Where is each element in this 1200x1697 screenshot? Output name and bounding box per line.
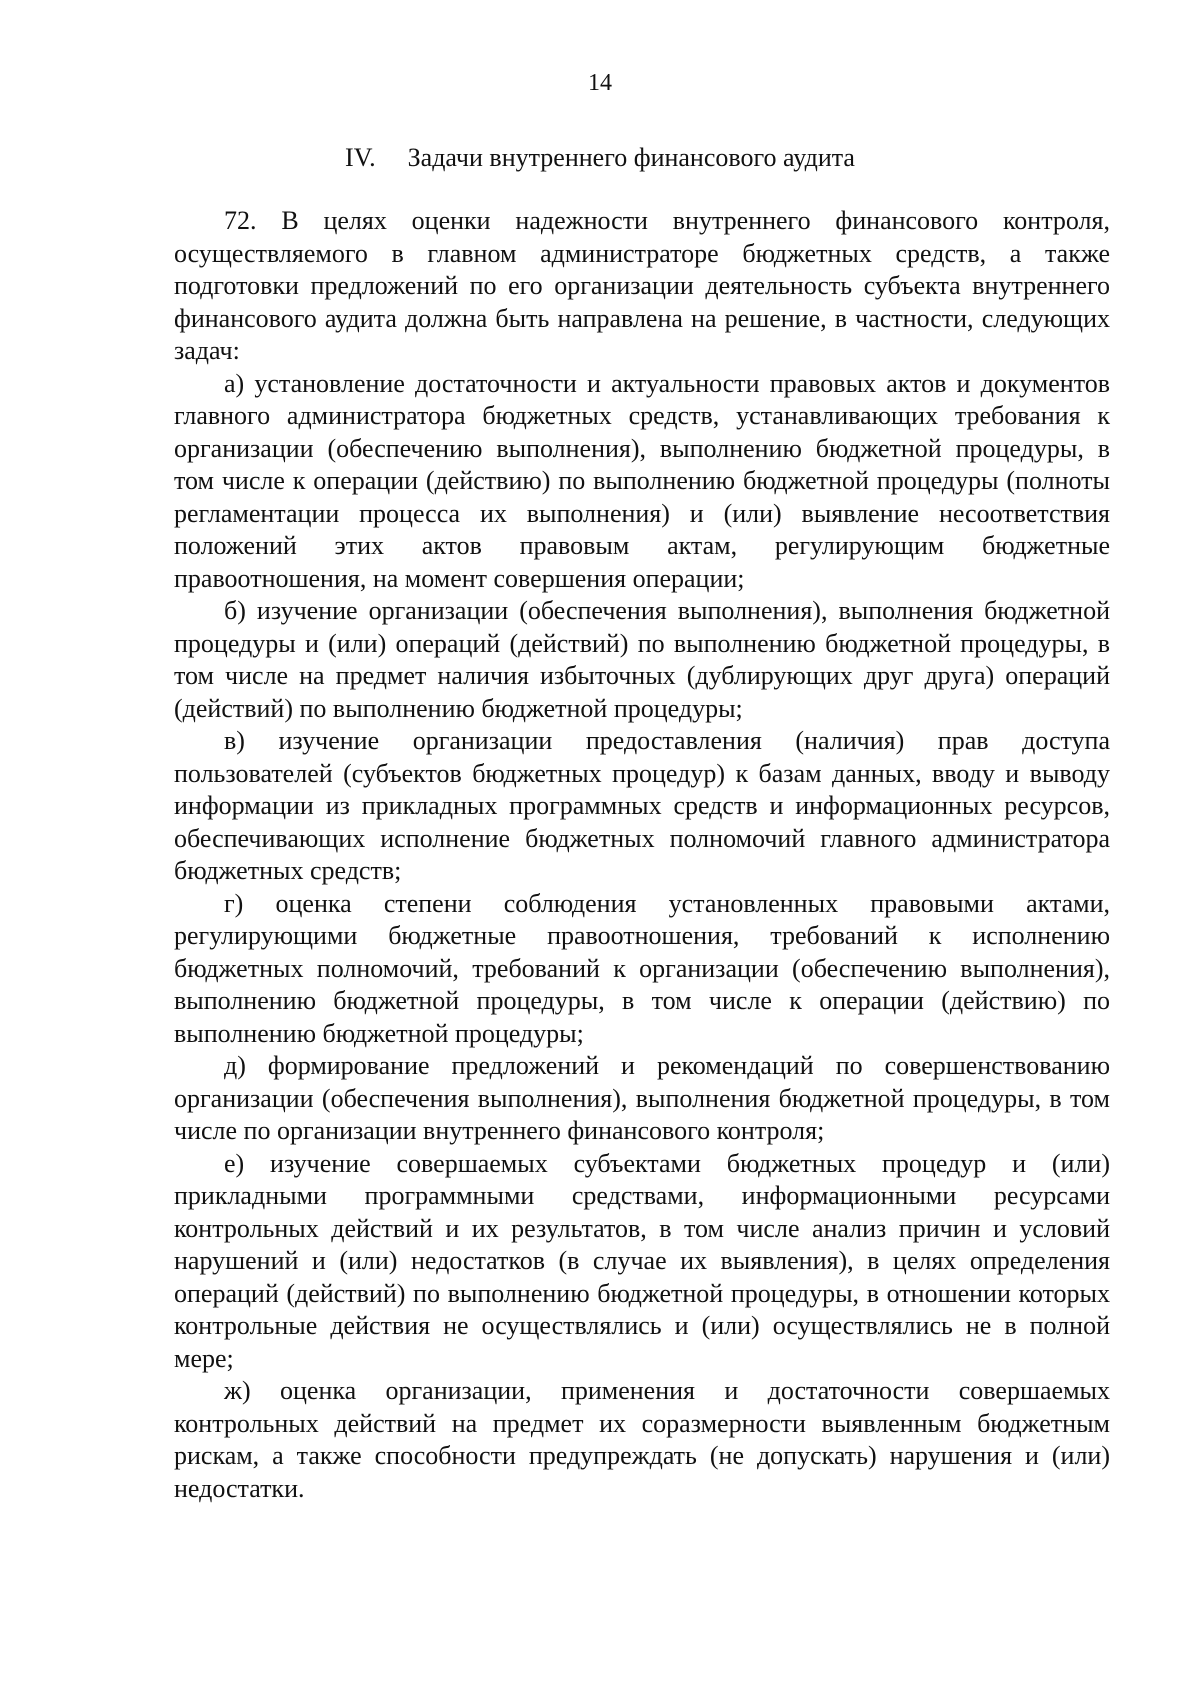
- document-body: [174, 205, 1110, 1505]
- item-g: г) оценка степени соблюдения установленных правовыми актами, регулирующими бюджетные правоотношения, требований к исполнению бюджетных полномочий, требований к организации (обеспечению выполнения), выполнению бюджетной процедуры, в том числе к операции (действию) по выполнению бюджетной процедуры;: [174, 888, 1110, 1048]
- item-d: д) формирование предложений и рекомендаций по совершенствованию организации (обеспечения выполнения), выполнения бюджетной процедуры, в том числе по организации внутреннего финансового контроля;: [174, 1051, 1110, 1145]
- section-heading: [0, 141, 1200, 175]
- paragraph-72: 72. В целях оценки надежности внутреннего финансового контроля, осуществляемого в главном администраторе бюджетных средств, а также подготовки предложений по его организации деятельность субъекта внутреннего финансового аудита должна быть направлена на решение, в частности, следующих задач:: [174, 206, 1110, 365]
- section-number: IV.: [345, 143, 376, 172]
- item-v: в) изучение организации предоставления (наличия) прав доступа пользователей (субъектов бюджетных процедур) к базам данных, вводу и выводу информации из прикладных программных средств и информационных ресурсов, обеспечивающих исполнение бюджетных полномочий главного администратора бюджетных средств;: [174, 726, 1110, 885]
- item-zh: ж) оценка организации, применения и достаточности совершаемых контрольных действий на предмет их соразмерности выявленным бюджетным рискам, а также способности предупреждать (не допускать) нарушения и (или) недостатки.: [174, 1376, 1110, 1503]
- item-e: е) изучение совершаемых субъектами бюджетных процедур и (или) прикладными программными средствами, информационными ресурсами контрольных действий и их результатов, в том числе анализ причин и условий нарушений и (или) недостатков (в случае их выявления), в целях определения операций (действий) по выполнению бюджетной процедуры, в отношении которых контрольные действия не осуществлялись и (или) осуществлялись не в полной мере;: [174, 1148, 1110, 1373]
- section-title: Задачи внутреннего финансового аудита: [407, 143, 855, 172]
- item-a: а) установление достаточности и актуальности правовых актов и документов главного администратора бюджетных средств, устанавливающих требования к организации (обеспечению выполнения), выполнению бюджетной процедуры, в том числе к операции (действию) по выполнению бюджетной процедуры (полноты регламентации процесса их выполнения) и (или) выявление несоответствия положений этих актов правовым актам, регулирующим бюджетные правоотношения, на момент совершения операции;: [174, 368, 1110, 593]
- item-b: б) изучение организации (обеспечения выполнения), выполнения бюджетной процедуры и (или) операций (действий) по выполнению бюджетной процедуры, в том числе на предмет наличия избыточных (дублирующих друг друга) операций (действий) по выполнению бюджетной процедуры;: [174, 596, 1110, 723]
- page-number: 14: [588, 70, 612, 96]
